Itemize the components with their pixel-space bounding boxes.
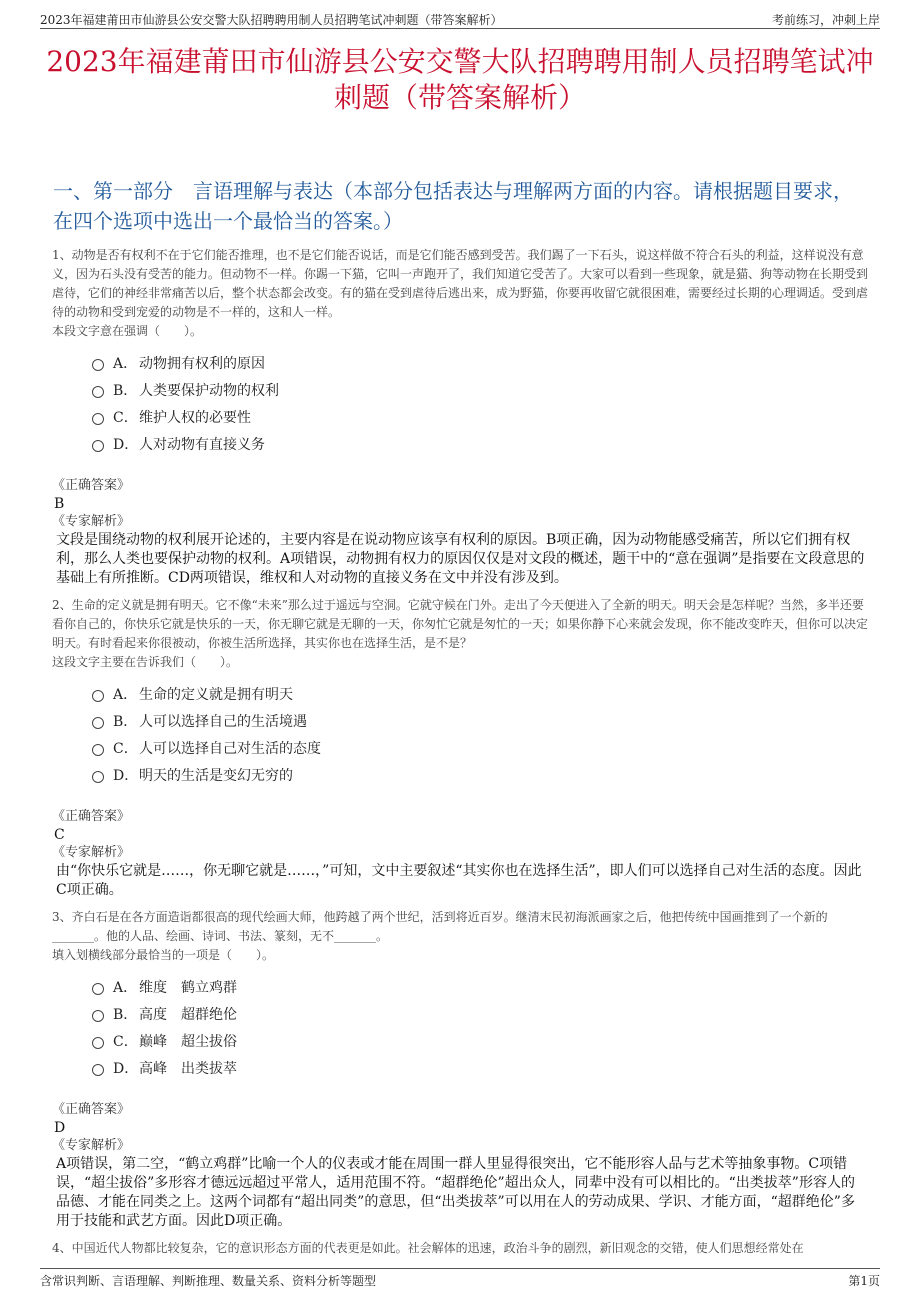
question-4-text: 4、中国近代人物都比较复杂，它的意识形态方面的代表更是如此。社会解体的迅速，政治斗争的剧烈，新旧观念的交错，使人们思想经常处在 (52, 1241, 804, 1255)
option-letter: B． (113, 1006, 138, 1023)
radio-icon[interactable] (92, 717, 104, 729)
option-a[interactable] (92, 973, 868, 1000)
radio-icon[interactable] (92, 359, 104, 371)
option-a[interactable] (92, 680, 868, 707)
option-c[interactable] (92, 734, 868, 761)
radio-icon[interactable] (92, 1064, 104, 1076)
question-text: 1、动物是否有权利不在于它们能否推理，也不是它们能否说话，而是它们能否感到受苦。我们踢了一下石头，说这样做不符合石头的利益，这样说没有意义，因为石头没有受苦的能力。但动物不一样。你踢一下猫，它叫一声跑开了，我们知道它受苦了。大家可以看到一些现象，就是猫、狗等动物在长期受到虐待，它们的神经非常痛苦以后，整个状态都会改变。有的猫在受到虐待后逃出来，成为野猫，你要再收留它就很困难，需要经过长期的心理调适。受到虐待的动物和受到宠爱的动物是不一样的，这和人一样。 (52, 248, 869, 319)
option-letter: C． (113, 1033, 138, 1050)
question-2 (52, 596, 868, 900)
question-3 (52, 908, 868, 1231)
option-text: 生命的定义就是拥有明天 (139, 686, 293, 703)
radio-icon[interactable] (92, 1010, 104, 1022)
radio-icon[interactable] (92, 386, 104, 398)
option-text: 动物拥有权利的原因 (139, 355, 265, 372)
question-list (52, 246, 868, 1258)
correct-answer: C (54, 827, 65, 843)
radio-icon[interactable] (92, 440, 104, 452)
question-text: 3、齐白石是在各方面造诣都很高的现代绘画大师，他跨越了两个世纪，活到将近百岁。继清末民初海派画家之后，他把传统中国画推到了一个新的_______。他的人品、绘画、诗词、书法、篆刻，无不_______。 (52, 910, 828, 943)
answer-label: 《正确答案》 (52, 809, 131, 824)
option-text: 人可以选择自己对生活的态度 (139, 740, 321, 757)
radio-icon[interactable] (92, 771, 104, 783)
option-list (92, 349, 868, 457)
radio-icon[interactable] (92, 413, 104, 425)
option-text: 维护人权的必要性 (139, 409, 251, 426)
option-text: 人对动物有直接义务 (139, 436, 265, 453)
radio-icon[interactable] (92, 1037, 104, 1049)
radio-icon[interactable] (92, 983, 104, 995)
answer-label: 《正确答案》 (52, 478, 131, 493)
page-header (40, 10, 880, 29)
option-list (92, 973, 868, 1081)
option-b[interactable] (92, 376, 868, 403)
answer-label: 《正确答案》 (52, 1102, 131, 1117)
option-b[interactable] (92, 1000, 868, 1027)
analysis-label: 《专家解析》 (52, 514, 131, 529)
option-d[interactable] (92, 1054, 868, 1081)
header-slogan: 考前练习，冲刺上岸 (771, 13, 880, 27)
footer-question-types: 含常识判断、言语理解、判断推理、数量关系、资料分析等题型 (40, 1274, 377, 1288)
page-number: 第1页 (848, 1274, 880, 1288)
option-letter: D． (113, 767, 139, 784)
option-text: 人可以选择自己的生活境遇 (139, 713, 307, 730)
section-title: 一、第一部分 言语理解与表达（本部分包括表达与理解两方面的内容。请根据题目要求，在四个选项中选出一个最恰当的答案。） (53, 179, 853, 233)
question-prompt: 填入划横线部分最恰当的一项是（ ）。 (52, 948, 275, 962)
analysis-text: A项错误，第二空，“鹤立鸡群”比喻一个人的仪表或才能在周围一群人里显得很突出，它不能形容人品与艺术等抽象事物。C项错误，“超尘拔俗”多形容才德远远超过平常人，适用范围不符。“超群绝伦”超出众人，同辈中没有可以相比的。“出类拔萃”形容人的品德、才能在同类之上。这两个词都有“超出同类”的意思，但“出类拔萃”可以用在人的劳动成果、学识、才能方面，“超群绝伦”多用于技能和武艺方面。因此D项正确。 (56, 1156, 855, 1229)
option-d[interactable] (92, 761, 868, 788)
option-text: 人类要保护动物的权利 (139, 382, 279, 399)
analysis-text: 文段是围绕动物的权利展开论述的，主要内容是在说动物应该享有权利的原因。B项正确，因为动物能感受痛苦，所以它们拥有权利，那么人类也要保护动物的权利。A项错误，动物拥有权力的原因仅仅是对文段的概述，题干中的“意在强调”是指要在文段意思的基础上有所推断。CD两项错误，维权和人对动物的直接义务在文中并没有涉及到。 (56, 532, 865, 586)
option-letter: A． (113, 979, 138, 996)
option-text: 高度 超群绝伦 (139, 1006, 237, 1023)
question-prompt: 本段文字意在强调（ ）。 (52, 324, 203, 338)
correct-answer: D (54, 1120, 66, 1136)
option-b[interactable] (92, 707, 868, 734)
document-title: 2023年福建莆田市仙游县公安交警大队招聘聘用制人员招聘笔试冲刺题（带答案解析） (46, 45, 874, 114)
option-letter: B． (113, 713, 138, 730)
option-letter: A． (113, 355, 138, 372)
radio-icon[interactable] (92, 744, 104, 756)
correct-answer: B (54, 496, 65, 512)
option-a[interactable] (92, 349, 868, 376)
option-list (92, 680, 868, 788)
question-1 (52, 246, 868, 588)
analysis-text: 由“你快乐它就是……，你无聊它就是……，”可知，文中主要叙述“其实你也在选择生活”，即人们可以选择自己对生活的态度。因此C项正确。 (56, 863, 862, 898)
option-letter: B． (113, 382, 138, 399)
page-footer (40, 1268, 880, 1289)
radio-icon[interactable] (92, 690, 104, 702)
analysis-label: 《专家解析》 (52, 1138, 131, 1153)
question-text: 2、生命的定义就是拥有明天。它不像“未来”那么过于遥远与空洞。它就守候在门外。走出了今天便进入了全新的明天。明天会是怎样呢？当然，多半还要看你自己的，你快乐它就是快乐的一天，你无聊它就是无聊的一天，你匆忙它就是匆忙的一天；如果你静下心来就会发现，你不能改变昨天，但你可以决定明天。有时看起来你很被动，你被生活所选择，其实你也在选择生活，是不是？ (52, 598, 869, 650)
option-c[interactable] (92, 403, 868, 430)
header-doc-title: 2023年福建莆田市仙游县公安交警大队招聘聘用制人员招聘笔试冲刺题（带答案解析） (40, 13, 503, 27)
option-c[interactable] (92, 1027, 868, 1054)
option-d[interactable] (92, 430, 868, 457)
option-text: 巅峰 超尘拔俗 (139, 1033, 237, 1050)
analysis-label: 《专家解析》 (52, 845, 131, 860)
option-text: 高峰 出类拔萃 (139, 1060, 237, 1077)
option-text: 明天的生活是变幻无穷的 (139, 767, 293, 784)
option-letter: C． (113, 409, 138, 426)
question-prompt: 这段文字主要在告诉我们（ ）。 (52, 655, 239, 669)
option-letter: A． (113, 686, 138, 703)
option-letter: C． (113, 740, 138, 757)
option-letter: D． (113, 436, 139, 453)
option-text: 维度 鹤立鸡群 (139, 979, 237, 996)
option-letter: D． (113, 1060, 139, 1077)
